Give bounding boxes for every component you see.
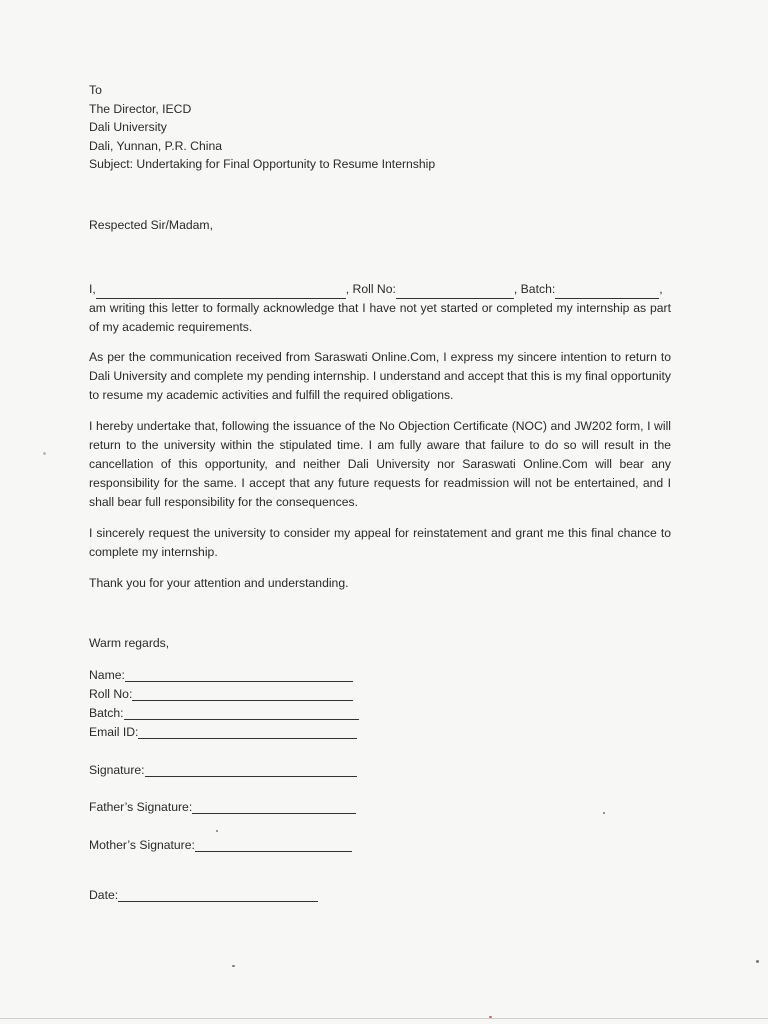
scan-speck	[43, 452, 46, 455]
father-signature-line	[192, 801, 356, 814]
intro-comma: ,	[659, 282, 663, 296]
name-line	[125, 669, 353, 682]
signature-label: Signature:	[89, 763, 145, 777]
father-signature-field	[89, 800, 356, 814]
father-signature-label: Father’s Signature:	[89, 800, 193, 814]
scan-speck	[756, 960, 759, 963]
paragraph-1: As per the communication received from Saraswati Online.Com, I express my sincere intention to return to Dali University and complete my pending internship. I understand and accept that this is my final opportunity to resume my academic activities and fulfill the required obligations.	[89, 350, 671, 402]
paragraph-2: I hereby undertake that, following the issuance of the No Objection Certificate (NOC) and JW202 form, I will return to the university within the stipulated time. I am fully aware that failure to do so will result in the cancellation of this opportunity, and neither Dali University nor Saraswati Online.Com will bear any responsibility for the same. I accept that any future requests for readmission will not be entertained, and I shall bear full responsibility for the consequences.	[89, 419, 671, 509]
paragraph-4: Thank you for your attention and understanding.	[89, 576, 349, 590]
batch-blank	[555, 285, 659, 299]
page-edge	[0, 1018, 768, 1019]
batch-field	[89, 706, 359, 720]
address-to: To	[89, 83, 102, 97]
address-line-1: The Director, IECD	[89, 101, 192, 116]
email-line	[138, 726, 357, 739]
intro-paragraph	[89, 280, 671, 337]
email-label: Email ID:	[89, 725, 139, 739]
scan-speck	[216, 830, 218, 832]
batch-label: Batch:	[89, 706, 124, 720]
signature-field	[89, 763, 357, 777]
batch-line	[124, 707, 359, 720]
roll-line	[132, 688, 353, 701]
roll-blank	[396, 285, 514, 299]
intro-i-label: I,	[89, 282, 96, 296]
address-line-2: Dali University	[89, 120, 167, 134]
closing: Warm regards,	[89, 636, 170, 650]
mother-signature-field	[89, 838, 352, 852]
intro-roll-label: , Roll No:	[345, 282, 396, 296]
subject-line: Subject: Undertaking for Final Opportunity to Resume Internship	[89, 157, 436, 171]
signature-line	[145, 764, 357, 777]
roll-label: Roll No:	[89, 687, 133, 701]
intro-text: am writing this letter to formally acknowledge that I have not yet started or completed my internship as part of my academic requirements.	[89, 301, 671, 334]
name-blank	[96, 285, 346, 299]
email-field	[89, 725, 357, 739]
intro-fill-line	[89, 280, 671, 299]
intro-batch-label: , Batch:	[513, 282, 556, 296]
scan-speck	[603, 812, 605, 814]
date-label: Date:	[89, 888, 119, 902]
scan-speck	[232, 965, 235, 967]
roll-field	[89, 687, 353, 701]
name-field	[89, 668, 353, 682]
mother-signature-line	[195, 839, 352, 852]
address-line-3: Dali, Yunnan, P.R. China	[89, 138, 223, 153]
date-line	[118, 889, 318, 902]
date-field	[89, 888, 318, 902]
mother-signature-label: Mother’s Signature:	[89, 838, 195, 852]
paragraph-3: I sincerely request the university to consider my appeal for reinstatement and grant me this final chance to complete my internship.	[89, 526, 671, 559]
name-label: Name:	[89, 668, 125, 682]
recipient-address	[89, 81, 435, 174]
salutation: Respected Sir/Madam,	[89, 218, 213, 232]
